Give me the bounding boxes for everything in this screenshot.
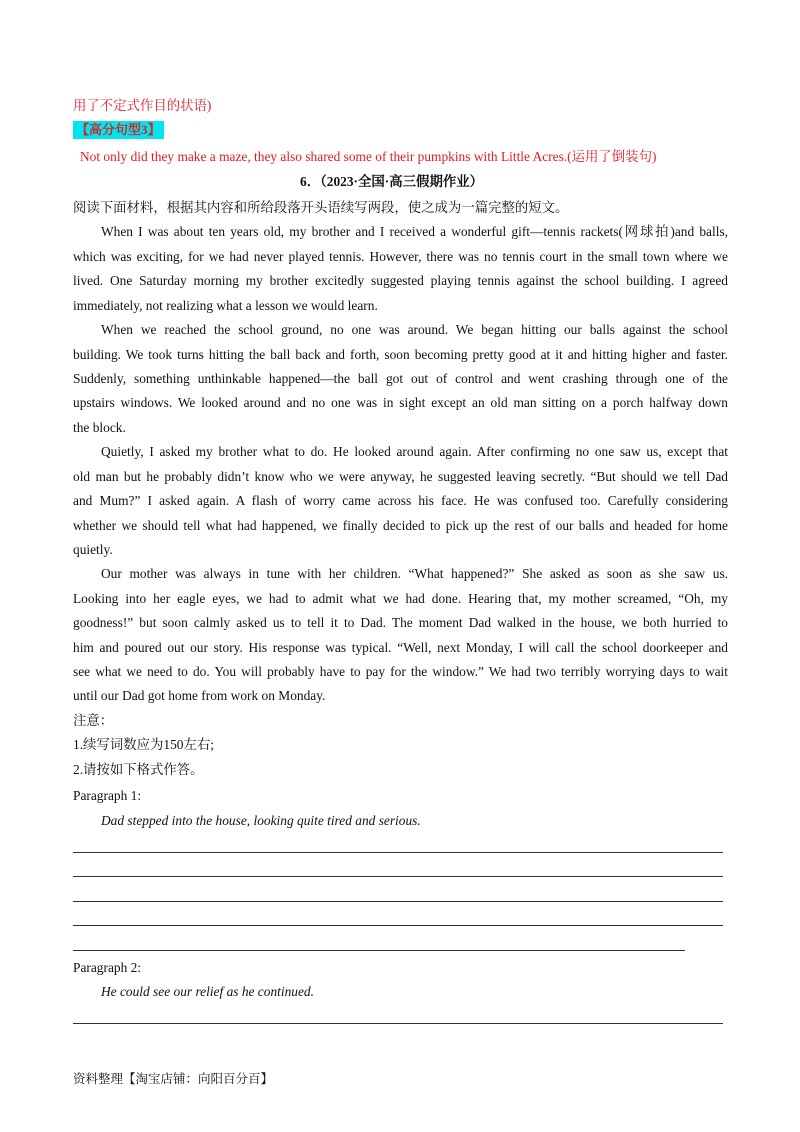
red-note: 用了不定式作目的状语) (73, 98, 212, 113)
passage-line: see what we need to do. You will probably have to pay for the window.” We had two terribly worrying days to wait (73, 664, 728, 679)
paragraph1-label: Paragraph 1: (73, 788, 142, 803)
note-1: 1.续写词数应为150左右; (73, 737, 214, 752)
answer-line (73, 925, 723, 926)
passage-line: building. We took turns hitting the ball back and forth, soon becoming pretty good at it and hitting higher and faster. (73, 347, 728, 362)
passage-line: which was exciting, for we had never played tennis. However, there was no tennis court in the small town where we (73, 249, 728, 264)
passage-line: and Mum?” I asked again. A flash of worry came across his face. He was confused too. Carefully considering (73, 493, 728, 508)
question-title: 6．（2023·全国·高三假期作业） (300, 174, 484, 189)
passage-line: the block. (73, 420, 126, 435)
passage-line: quietly. (73, 542, 113, 557)
paragraph2-start: He could see our relief as he continued. (101, 984, 314, 999)
passage-line: goodness!” but soon calmly asked us to tell it to Dad. The moment Dad walked in the house, we both hurried to (73, 615, 728, 630)
passage-line: Quietly, I asked my brother what to do. He looked around again. After confirming no one saw us, except that (101, 444, 728, 459)
passage-line: Our mother was always in tune with her children. “What happened?” She asked as soon as she saw us. (101, 566, 728, 581)
answer-line (73, 852, 723, 853)
footer-text: 资料整理【淘宝店铺：向阳百分百】 (73, 1071, 274, 1086)
passage-line: Looking into her eagle eyes, we had to admit what we had done. Hearing that, my mother screamed, “Oh, my (73, 591, 728, 606)
answer-line (73, 901, 723, 902)
passage-line: him and poured out our story. His response was typical. “Well, next Monday, I will call the school doorkeeper and (73, 640, 728, 655)
passage-line: lived. One Saturday morning my brother excitedly suggested playing tennis against the school building. I agreed (73, 273, 728, 288)
example-sentence: Not only did they make a maze, they also shared some of their pumpkins with Little Acres.(运用了倒装句) (80, 149, 657, 164)
instruction: 阅读下面材料，根据其内容和所给段落开头语续写两段，使之成为一篇完整的短文。 (73, 200, 569, 215)
passage-line: until our Dad got home from work on Monday. (73, 688, 326, 703)
passage-line: whether we should tell what had happened, we finally decided to pick up the rest of our balls and headed for home (73, 518, 728, 533)
section-badge: 【高分句型3】 (73, 121, 164, 139)
answer-line (73, 1023, 723, 1024)
passage-line: When we reached the school ground, no one was around. We began hitting our balls against the school (101, 322, 728, 337)
paragraph2-label: Paragraph 2: (73, 960, 142, 975)
answer-line (73, 950, 685, 951)
note-2: 2.请按如下格式作答。 (73, 762, 204, 777)
passage-line: immediately, not realizing what a lesson we would learn. (73, 298, 378, 313)
passage-line: Suddenly, something unthinkable happened—the ball got out of control and went crashing through one of the (73, 371, 728, 386)
passage-line: When I was about ten years old, my brother and I received a wonderful gift—tennis rackets(网球拍)and balls, (101, 224, 728, 239)
answer-line (73, 876, 723, 877)
passage-line: upstairs windows. We looked around and no one was in sight except an old man sitting on a porch halfway down (73, 395, 728, 410)
passage-line: old man but he probably didn’t know who we were anyway, he suggested leaving secretly. “But should we tell Dad (73, 469, 728, 484)
paragraph1-start: Dad stepped into the house, looking quite tired and serious. (101, 813, 421, 828)
notes-title: 注意： (73, 713, 114, 728)
